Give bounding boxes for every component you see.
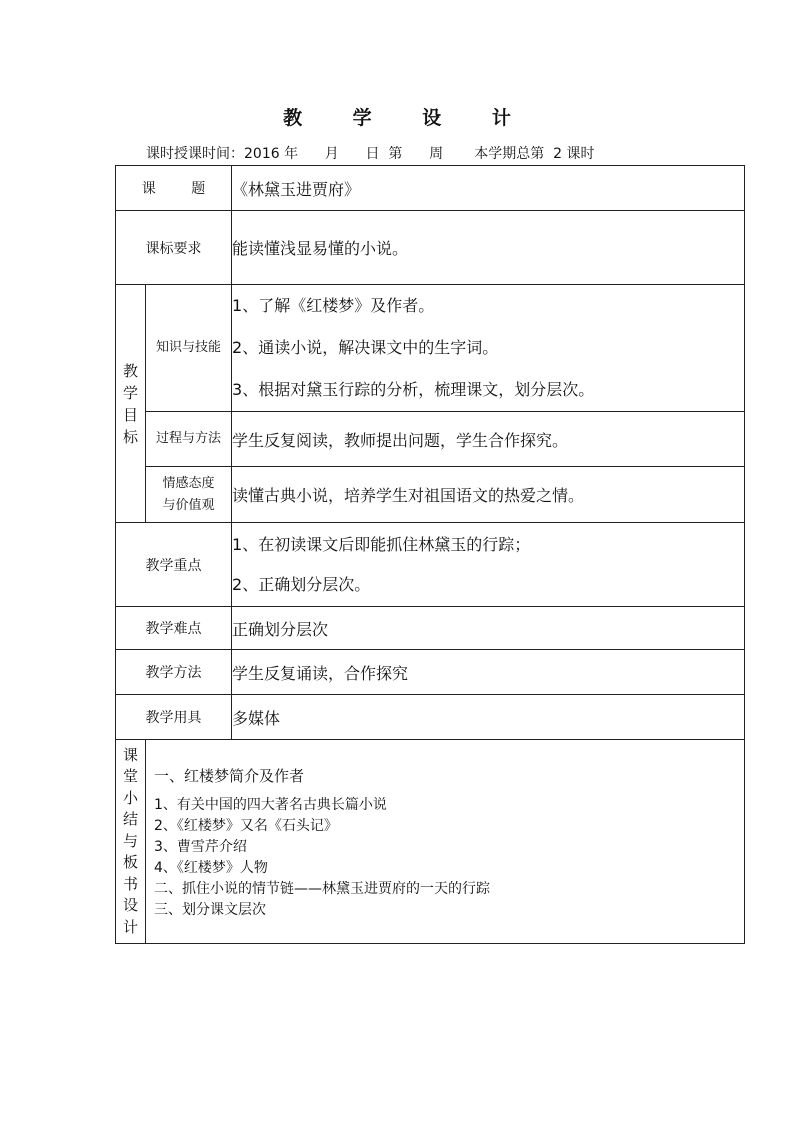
objectives-label-char: 学 [122, 383, 138, 402]
methods-row [116, 650, 745, 695]
emotion-row [116, 467, 745, 523]
key-point-item: 2、正确划分层次。 [232, 574, 371, 594]
key-point-item: 1、在初读课文后即能抓住林黛玉的行踪； [232, 534, 531, 554]
key-points-items [232, 523, 745, 607]
board-line: 2、《红楼梦》又名《石头记》 [154, 818, 338, 834]
document-title: 教 学 设 计 [283, 107, 533, 129]
knowledge-item: 3、根据对黛玉行踪的分析，梳理课文，划分层次。 [232, 380, 595, 399]
curriculum-value: 能读懂浅显易懂的小说。 [232, 211, 745, 285]
process-label: 过程与方法 [146, 412, 232, 467]
summary-label [116, 740, 146, 944]
lesson-plan-table [115, 165, 745, 944]
tools-row [116, 695, 745, 740]
tools-value: 多媒体 [232, 695, 745, 740]
knowledge-row [116, 285, 745, 412]
lesson-time-line: 课时授课时间：2016 年 月 日 第 周 本学期总第 2 课时 [146, 146, 595, 162]
tools-label: 教学用具 [116, 695, 232, 740]
summary-label-char: 课 [122, 745, 138, 764]
process-row [116, 412, 745, 467]
topic-value: 《林黛玉进贾府》 [232, 166, 745, 211]
curriculum-label: 课标要求 [116, 211, 232, 285]
summary-label-char: 与 [122, 831, 138, 850]
summary-label-char: 书 [122, 874, 138, 893]
key-points-label: 教学重点 [116, 523, 232, 607]
knowledge-item: 1、了解《红楼梦》及作者。 [232, 296, 435, 315]
difficulties-value: 正确划分层次 [232, 607, 745, 650]
board-line: 4、《红楼梦》人物 [154, 860, 268, 876]
board-design [146, 740, 745, 944]
topic-label: 课 题 [116, 166, 232, 211]
knowledge-items [232, 285, 745, 412]
difficulties-row [116, 607, 745, 650]
objectives-label-char: 教 [122, 361, 138, 380]
process-value: 学生反复阅读，教师提出问题，学生合作探究。 [232, 412, 745, 467]
key-points-row [116, 523, 745, 607]
objectives-label-char: 标 [122, 427, 138, 446]
knowledge-label: 知识与技能 [146, 285, 232, 412]
difficulties-label: 教学难点 [116, 607, 232, 650]
summary-label-char: 设 [122, 896, 138, 915]
curriculum-row [116, 211, 745, 285]
emotion-label-line: 情感态度 [162, 475, 215, 491]
summary-row [116, 740, 745, 944]
summary-label-char: 堂 [122, 767, 138, 786]
summary-label-char: 结 [122, 810, 138, 829]
knowledge-item: 2、通读小说，解决课文中的生字词。 [232, 338, 499, 357]
summary-label-char: 计 [122, 917, 138, 936]
emotion-value: 读懂古典小说，培养学生对祖国语文的热爱之情。 [232, 467, 745, 523]
methods-value: 学生反复诵读，合作探究 [232, 650, 745, 695]
emotion-label-line: 与价值观 [162, 497, 215, 513]
emotion-label [146, 467, 232, 523]
board-line: 三、划分课文层次 [154, 902, 266, 918]
board-line: 一、红楼梦简介及作者 [154, 767, 305, 785]
board-line: 二、抓住小说的情节链——林黛玉进贾府的一天的行踪 [154, 881, 490, 897]
objectives-label [116, 285, 146, 523]
summary-label-char: 小 [122, 788, 138, 807]
methods-label: 教学方法 [116, 650, 232, 695]
board-line: 1、有关中国的四大著名古典长篇小说 [154, 797, 387, 813]
board-line: 3、曹雪芹介绍 [154, 839, 247, 855]
topic-row [116, 166, 745, 211]
summary-label-char: 板 [122, 853, 138, 872]
objectives-label-char: 目 [122, 405, 138, 424]
